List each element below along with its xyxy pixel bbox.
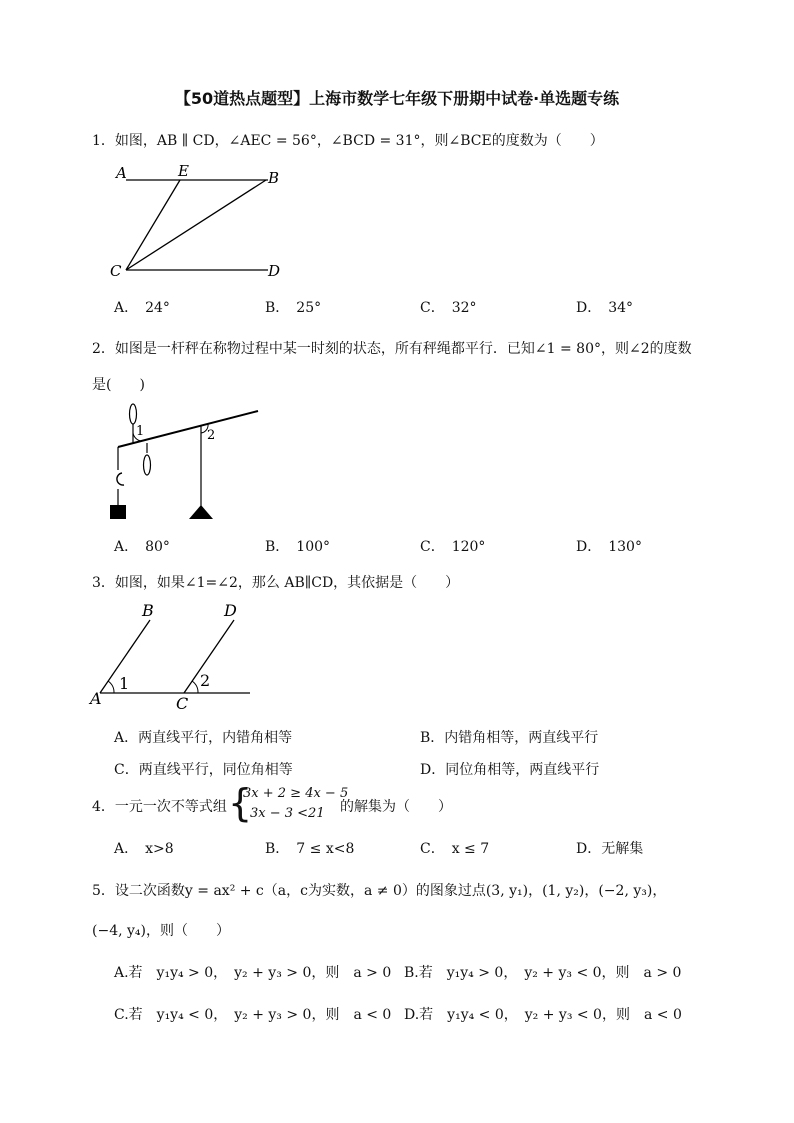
upper-loop bbox=[130, 404, 137, 424]
question-2-stem-line1: 2．如图是一杆秤在称物过程中某一时刻的状态，所有秤绳都平行．已知∠1 = 80°，则∠2的度数 bbox=[92, 341, 692, 357]
angle-1-label: 1 bbox=[119, 674, 130, 693]
question-4-option-c[interactable]: C． x ≤ 7 bbox=[420, 841, 490, 857]
question-4-inequality-1: 3x + 2 ≥ 4x − 5 bbox=[243, 786, 349, 801]
question-5-option-d[interactable]: D.若 y₁y₄ < 0， y₂ + y₃ < 0，则 a < 0 bbox=[404, 1007, 682, 1023]
middle-loop bbox=[144, 455, 151, 475]
label-d: D bbox=[224, 601, 237, 620]
angle-1-label: 1 bbox=[136, 424, 145, 439]
label-e: E bbox=[178, 162, 189, 180]
question-4-option-d[interactable]: D．无解集 bbox=[576, 841, 644, 857]
question-4-option-a[interactable]: A． x>8 bbox=[114, 841, 174, 857]
right-weight bbox=[189, 505, 213, 519]
label-a: A bbox=[116, 164, 127, 182]
question-1-option-d[interactable]: D． 34° bbox=[576, 300, 634, 316]
question-1-option-a[interactable]: A． 24° bbox=[114, 300, 170, 316]
question-2-figure bbox=[100, 395, 270, 525]
angle-2-label: 2 bbox=[207, 428, 216, 443]
line-ce bbox=[126, 180, 180, 270]
hook bbox=[117, 473, 124, 485]
left-weight bbox=[110, 505, 126, 519]
question-3-option-c[interactable]: C．两直线平行，同位角相等 bbox=[114, 762, 293, 778]
label-d: D bbox=[268, 262, 281, 280]
label-c: C bbox=[176, 694, 189, 710]
question-1-stem: 1．如图，AB ∥ CD，∠AEC = 56°，∠BCD = 31°，则∠BCE的度数为（ ） bbox=[92, 133, 604, 149]
system-brace: { bbox=[228, 781, 253, 825]
page-title: 【50道热点题型】上海市数学七年级下册期中试卷·单选题专练 bbox=[174, 89, 620, 108]
question-5-option-b[interactable]: B.若 y₁y₄ > 0， y₂ + y₃ < 0，则 a > 0 bbox=[404, 965, 682, 981]
angle-2-arc bbox=[192, 681, 198, 693]
question-4-stem-suffix: 的解集为（ ） bbox=[340, 799, 452, 815]
question-3-option-a[interactable]: A．两直线平行，内错角相等 bbox=[114, 730, 293, 746]
question-5-stem-line2: (−4, y₄)，则（ ） bbox=[92, 923, 230, 939]
question-4-option-b[interactable]: B． 7 ≤ x<8 bbox=[265, 841, 355, 857]
question-1-figure bbox=[108, 160, 298, 280]
question-1-option-b[interactable]: B． 25° bbox=[265, 300, 322, 316]
angle-2-label: 2 bbox=[200, 671, 211, 690]
question-3-option-b[interactable]: B．内错角相等，两直线平行 bbox=[420, 730, 599, 746]
question-1-option-c[interactable]: C． 32° bbox=[420, 300, 477, 316]
label-a: A bbox=[90, 689, 102, 708]
angle-1-arc bbox=[108, 681, 114, 693]
question-5-option-c[interactable]: C.若 y₁y₄ < 0， y₂ + y₃ > 0，则 a < 0 bbox=[114, 1007, 392, 1023]
line-cb bbox=[126, 180, 266, 270]
label-c: C bbox=[110, 262, 122, 280]
label-b: B bbox=[268, 169, 280, 187]
question-2-stem-line2: 是( ) bbox=[92, 377, 145, 393]
question-2-option-d[interactable]: D． 130° bbox=[576, 539, 642, 555]
question-4-stem-prefix: 4．一元一次不等式组 bbox=[92, 799, 227, 815]
question-5-option-a[interactable]: A.若 y₁y₄ > 0， y₂ + y₃ > 0，则 a > 0 bbox=[114, 965, 392, 981]
question-3-figure bbox=[86, 598, 256, 710]
question-3-option-d[interactable]: D．同位角相等，两直线平行 bbox=[420, 762, 600, 778]
question-4-inequality-2: 3x − 3 <21 bbox=[250, 806, 325, 821]
question-5-stem-line1: 5．设二次函数y = ax² + c（a，c为实数，a ≠ 0）的图象过点(3, y₁)，(1, y₂)，(−2, y₃)， bbox=[92, 883, 667, 899]
question-2-option-b[interactable]: B． 100° bbox=[265, 539, 331, 555]
question-3-stem: 3．如图，如果∠1=∠2，那么 AB∥CD，其依据是（ ） bbox=[92, 575, 460, 591]
label-b: B bbox=[142, 601, 154, 620]
question-2-option-c[interactable]: C． 120° bbox=[420, 539, 486, 555]
question-2-option-a[interactable]: A． 80° bbox=[114, 539, 170, 555]
